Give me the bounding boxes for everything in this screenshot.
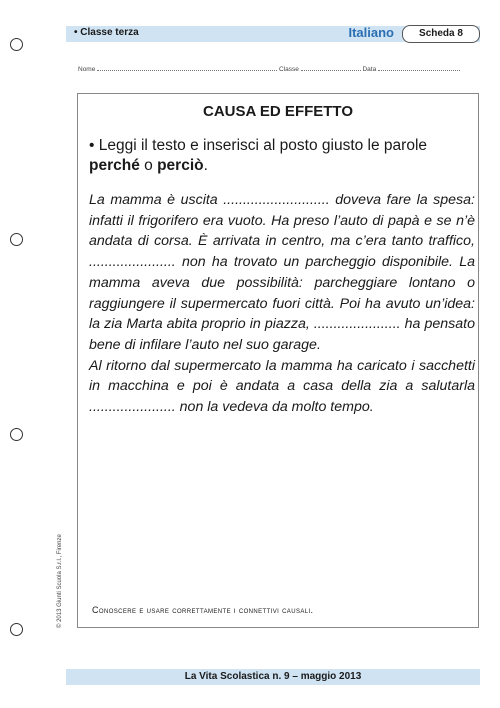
binder-hole-bottom [10, 623, 23, 636]
name-label: Nome [78, 66, 96, 73]
exercise-passage [89, 190, 475, 418]
keyword-percio: perciò [157, 157, 204, 174]
date-label: Data [362, 66, 377, 73]
footer-bar: La Vita Scolastica n. 9 – maggio 2013 [66, 669, 480, 685]
instruction-text: • Leggi il testo e inserisci al posto giusto le parole [89, 137, 428, 154]
student-info-row [78, 64, 478, 73]
name-field[interactable] [97, 64, 277, 71]
class-label: • Classe terza [74, 27, 139, 38]
learning-objective: Conoscere e usare correttamente i connettivi causali. [92, 605, 314, 615]
page-title: CAUSA ED EFFETTO [202, 103, 353, 120]
passage-paragraph-2: Al ritorno dal supermercato la mamma ha caricato i sacchetti in macchina e poi è andata a casa della zia a salutarla ...................... non la vedeva da molto tempo. [89, 357, 475, 416]
instruction [89, 136, 474, 176]
copyright-notice: © 2013 Giunti Scuola S.r.l., Firenze [57, 534, 63, 628]
exercise-frame [77, 93, 479, 628]
instruction-or: o [139, 157, 158, 174]
instruction-end: . [203, 157, 208, 174]
binder-hole-top [10, 38, 23, 51]
binder-hole-lower [10, 428, 23, 441]
class-field-label: Classe [278, 66, 299, 73]
class-field[interactable] [301, 64, 361, 71]
binder-hole-middle [10, 233, 23, 246]
sheet-badge: Scheda 8 [402, 25, 480, 43]
date-field[interactable] [378, 64, 460, 71]
subject-label: Italiano [348, 25, 394, 40]
passage-paragraph-1: La mamma è uscita ........................... doveva fare la spesa: infatti il frigorifero era vuoto. Ha preso l’auto di papà e se n’è andata di corsa. È arrivata in centro, ma c’era tanto traffico, ...................... non ha trovato un parcheggio disponibile. La mamma aveva due possibilità: parcheggiare lontano o raggiungere il supermercato fuori città. Poi ha avuto un’idea: la zia Marta abita proprio in piazza, ...................... ha pensato bene di infilare l’auto nel suo garage. [89, 192, 475, 353]
header-bar [66, 26, 480, 42]
keyword-perche: perché [89, 157, 140, 174]
